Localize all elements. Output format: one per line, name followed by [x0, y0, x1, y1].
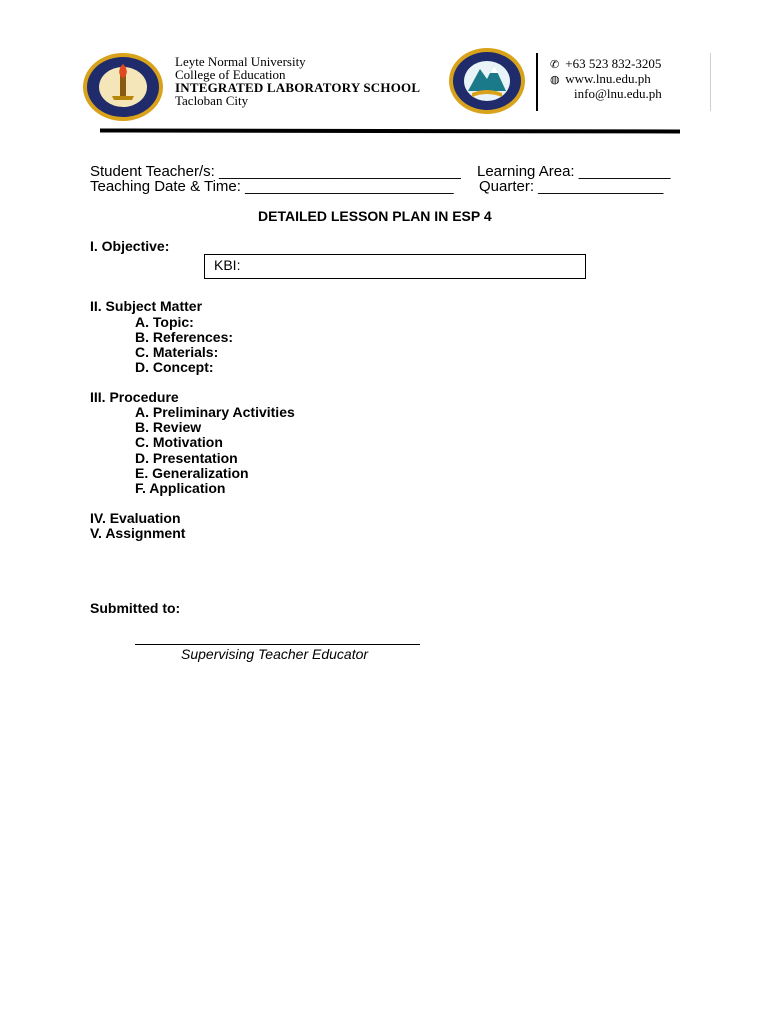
signature-line	[135, 644, 420, 645]
learning-area-field: Learning Area: ___________	[477, 163, 671, 180]
subject-matter-item-concept: D. Concept:	[135, 359, 214, 375]
procedure-item-presentation: D. Presentation	[135, 450, 238, 466]
city-name: Tacloban City	[175, 93, 249, 108]
procedure-item-preliminary: A. Preliminary Activities	[135, 404, 295, 420]
phone-row	[550, 56, 661, 72]
email-link[interactable]: info@lnu.edu.ph	[574, 86, 662, 101]
procedure-item-generalization: E. Generalization	[135, 465, 249, 481]
subject-matter-item-materials: C. Materials:	[135, 344, 219, 360]
school-name: INTEGRATED LABORATORY SCHOOL	[175, 80, 421, 95]
globe-icon: ◍	[550, 74, 560, 86]
subject-matter-item-references: B. References:	[135, 329, 234, 345]
phone-number: +63 523 832-3205	[565, 56, 662, 71]
subject-matter-item-topic: A. Topic:	[135, 314, 194, 330]
procedure-item-application: F. Application	[135, 480, 226, 496]
lnu-seal-logo	[82, 52, 164, 122]
kbi-label: KBI:	[214, 257, 241, 273]
email-row	[574, 86, 662, 102]
coe-seal-logo	[448, 47, 526, 115]
evaluation-heading: IV. Evaluation	[90, 510, 181, 526]
procedure-item-motivation: C. Motivation	[135, 434, 223, 450]
subject-matter-heading: II. Subject Matter	[90, 298, 203, 314]
submitted-to-label: Submitted to:	[90, 600, 181, 616]
kbi-box	[204, 254, 586, 279]
procedure-item-review: B. Review	[135, 419, 202, 435]
signature-caption: Supervising Teacher Educator	[181, 646, 369, 662]
header-divider	[100, 128, 680, 133]
objective-heading: I. Objective:	[90, 238, 170, 254]
university-name: Leyte Normal University	[175, 54, 306, 69]
student-teacher-field: Student Teacher/s: _____________________________	[90, 163, 461, 180]
assignment-heading: V. Assignment	[90, 525, 186, 541]
teaching-date-field: Teaching Date & Time: _________________________	[90, 178, 454, 195]
website-link[interactable]: www.lnu.edu.ph	[565, 71, 651, 86]
document-title: DETAILED LESSON PLAN IN ESP 4	[258, 208, 492, 224]
website-row	[550, 71, 651, 87]
phone-icon: ✆	[550, 59, 560, 71]
contact-box	[536, 53, 711, 111]
quarter-field: Quarter: _______________	[479, 178, 664, 195]
procedure-heading: III. Procedure	[90, 389, 179, 405]
college-name: College of Education	[175, 67, 286, 82]
